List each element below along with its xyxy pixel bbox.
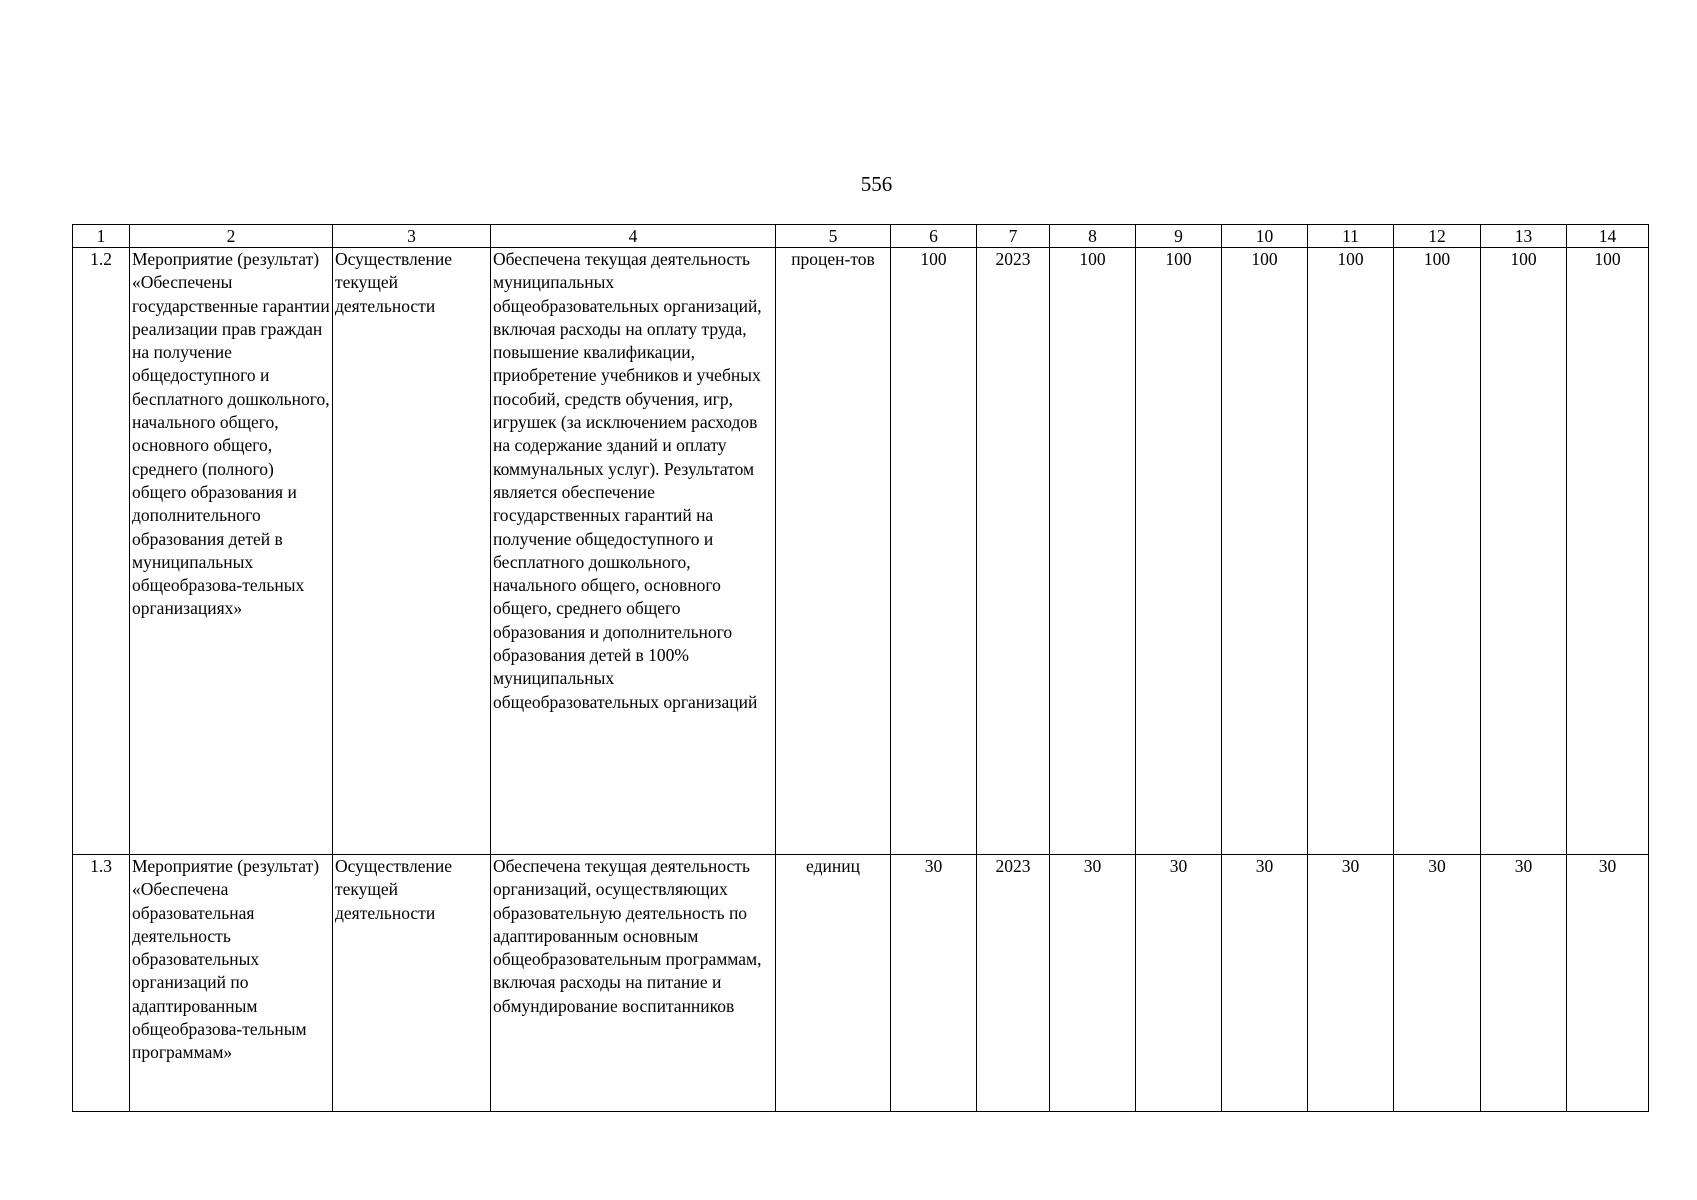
table-row <box>73 855 1649 1112</box>
column-number: 3 <box>333 225 491 248</box>
base-year: 2023 <box>977 855 1050 1112</box>
target-value: 30 <box>1222 855 1308 1112</box>
row-number: 1.3 <box>73 855 130 1112</box>
target-value: 30 <box>1136 855 1222 1112</box>
row-number: 1.2 <box>73 248 130 855</box>
column-number: 11 <box>1308 225 1394 248</box>
event-description: Обеспечена текущая деятельность муниципальных общеобразовательных организаций, включая расходы на оплату труда, повышение квалификации, приобретение учебников и учебных пособий, средств обучения, игр, игрушек (за исключением расходов на содержание зданий и оплату коммунальных услуг). Результатом является обеспечение государственных гарантий на получение общедоступного и бесплатного дошкольного, начального общего, основного общего, среднего общего образования и дополнительного образования детей в 100% муниципальных общеобразовательных организаций <box>491 248 776 855</box>
target-value: 100 <box>1136 248 1222 855</box>
table-row <box>73 248 1649 855</box>
target-value: 30 <box>1308 855 1394 1112</box>
target-value: 100 <box>1394 248 1481 855</box>
event-type: Осуществление текущей деятельности <box>333 855 491 1112</box>
base-value: 100 <box>891 248 977 855</box>
unit-of-measure: процен-тов <box>776 248 891 855</box>
page-number: 556 <box>860 172 893 196</box>
column-number: 6 <box>891 225 977 248</box>
base-value: 30 <box>891 855 977 1112</box>
indicators-table <box>72 224 1649 1112</box>
target-value: 30 <box>1481 855 1567 1112</box>
target-value: 100 <box>1050 248 1136 855</box>
column-number: 8 <box>1050 225 1136 248</box>
target-value: 100 <box>1481 248 1567 855</box>
column-number: 10 <box>1222 225 1308 248</box>
column-number-row <box>73 225 1649 248</box>
target-value: 100 <box>1308 248 1394 855</box>
column-number: 5 <box>776 225 891 248</box>
event-name: Мероприятие (результат) «Обеспечены государственные гарантии реализации прав граждан на получение общедоступного и бесплатного дошкольного, начального общего, основного общего, среднего (полного) общего образования и дополнительного образования детей в муниципальных общеобразова-тельных организациях» <box>130 248 333 855</box>
column-number: 13 <box>1481 225 1567 248</box>
target-value: 30 <box>1394 855 1481 1112</box>
base-year: 2023 <box>977 248 1050 855</box>
event-type: Осуществление текущей деятельности <box>333 248 491 855</box>
column-number: 1 <box>73 225 130 248</box>
column-number: 2 <box>130 225 333 248</box>
column-number: 4 <box>491 225 776 248</box>
event-description: Обеспечена текущая деятельность организаций, осуществляющих образовательную деятельность по адаптированным основным общеобразовательным программам, включая расходы на питание и обмундирование воспитанников <box>491 855 776 1112</box>
column-number: 12 <box>1394 225 1481 248</box>
event-name: Мероприятие (результат) «Обеспечена образовательная деятельность образовательных организаций по адаптированным общеобразова-тельным программам» <box>130 855 333 1112</box>
target-value: 30 <box>1050 855 1136 1112</box>
target-value: 100 <box>1567 248 1649 855</box>
target-value: 100 <box>1222 248 1308 855</box>
target-value: 30 <box>1567 855 1649 1112</box>
column-number: 9 <box>1136 225 1222 248</box>
unit-of-measure: единиц <box>776 855 891 1112</box>
column-number: 14 <box>1567 225 1649 248</box>
column-number: 7 <box>977 225 1050 248</box>
